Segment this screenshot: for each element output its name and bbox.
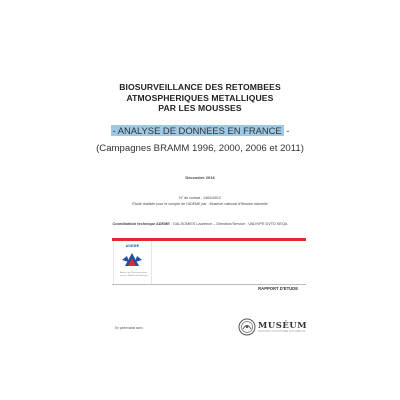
- campaigns-line: (Campagnes BRAMM 1996, 2000, 2006 et 2011): [96, 143, 304, 154]
- partnership-label: En partenariat avec :: [115, 326, 145, 330]
- subtitle-highlight: [111, 125, 284, 136]
- subtitle-suffix: -: [283, 125, 290, 136]
- report-subtitle: [0, 121, 400, 139]
- title-line-1: BIOSURVEILLANCE DES RETOMBEES: [119, 82, 281, 92]
- subtitle-prefix: -: [112, 125, 118, 136]
- museum-logo-tagline: NATIONAL D'HISTOIRE NATURELLE: [258, 331, 306, 333]
- coordination-value: : GALSOMIES Laurence – Direction/Service : VAD/VPE DVTD SEQA: [169, 222, 288, 226]
- ademe-logo-name: ADEME: [125, 244, 140, 248]
- museum-logo-name: MUSÉUM: [258, 320, 308, 330]
- coordination-label: Coordination technique ADEME: [112, 222, 170, 226]
- publication-date: Décembre 2016: [185, 175, 215, 180]
- museum-emblem-icon: [238, 318, 256, 336]
- study-credit: Étude réalisée pour le compte de l'ADEME par : Muséum national d'Histoire naturelle: [132, 202, 268, 206]
- contract-number: N° de contrat : 1462c0012: [179, 196, 221, 200]
- report-type-rule: [112, 284, 306, 285]
- coordination-line: [0, 222, 400, 226]
- ademe-logo-block: [113, 241, 152, 285]
- title-line-2: ATMOSPHERIQUES METALLIQUES: [126, 92, 274, 103]
- ademe-tagline: Agence de l'Environnement et de la Maîtrise de l'Energie: [120, 272, 148, 277]
- report-title: [0, 82, 400, 114]
- report-type: RAPPORT D'ETUDE: [258, 286, 298, 291]
- subtitle-text: ANALYSE DE DONNEES EN FRANCE: [117, 125, 282, 136]
- title-line-3: PAR LES MOUSSES: [158, 103, 242, 113]
- ademe-logo-icon: [120, 250, 144, 270]
